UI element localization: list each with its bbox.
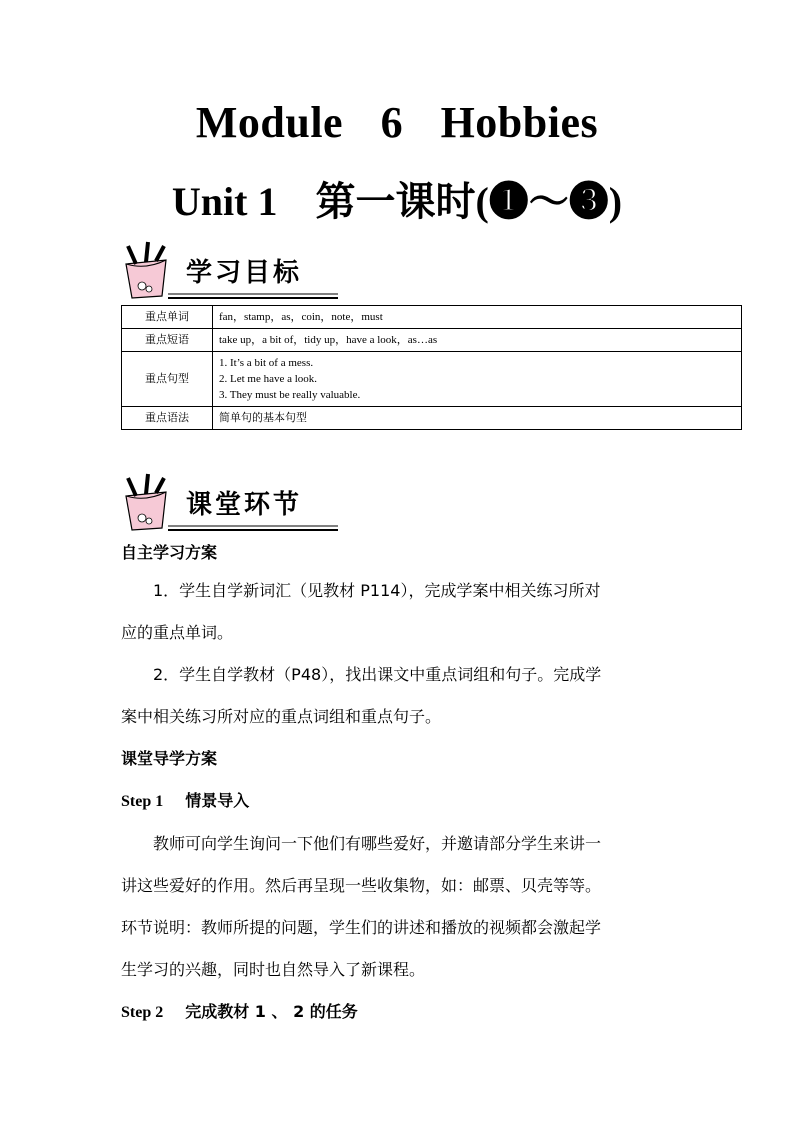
goal-key: 重点短语	[122, 329, 213, 352]
goals-section-label: 学习目标	[186, 258, 303, 288]
self-study-heading: 自主学习方案	[121, 543, 218, 562]
goal-key: 重点单词	[122, 306, 213, 329]
step-1-para-line-3: 环节说明：教师所提的问题，学生们的讲述和播放的视频都会激起学	[121, 918, 602, 937]
table-row	[122, 306, 742, 329]
item-1-line-2: 应的重点单词。	[121, 623, 234, 642]
goals-table	[121, 305, 742, 430]
guide-heading: 课堂导学方案	[121, 749, 218, 768]
step-1-number: Step 1	[121, 793, 164, 810]
step-1-para-line-2: 讲这些爱好的作用。然后再呈现一些收集物，如：邮票、贝壳等等。	[121, 876, 602, 895]
sentence-1: 1. It’s a bit of a mess.	[219, 357, 314, 369]
lesson-content	[121, 540, 681, 1034]
unit-label: Unit 1	[171, 179, 278, 224]
step-1-para-line-4: 生学习的兴趣，同时也自然导入了新课程。	[121, 960, 426, 979]
sentence-2: 2. Let me have a look.	[219, 373, 318, 385]
table-row	[122, 407, 742, 430]
goal-value: fan，stamp，as，coin，note，must	[213, 306, 742, 329]
item-1-line-1: 1．学生自学新词汇（见教材 P114），完成学案中相关练习所对	[153, 581, 601, 600]
goal-key: 重点句型	[122, 352, 213, 407]
unit-title	[0, 170, 794, 227]
goal-key: 重点语法	[122, 407, 213, 430]
classroom-section-badge	[118, 472, 343, 532]
step-2-number: Step 2	[121, 1004, 164, 1021]
table-row	[122, 329, 742, 352]
sentence-3: 3. They must be really valuable.	[219, 389, 361, 401]
item-2-line-2: 案中相关练习所对应的重点词组和重点句子。	[121, 707, 442, 726]
step-1-title: 情景导入	[185, 791, 250, 810]
item-2-line-1: 2．学生自学教材（P48），找出课文中重点词组和句子。完成学	[153, 665, 602, 684]
table-row	[122, 352, 742, 407]
step-2-heading	[121, 991, 681, 1034]
goals-section-badge	[118, 240, 343, 300]
lesson-label: 第一课时(❶～❸)	[315, 179, 623, 224]
step-2-title: 完成教材 1 、 2 的任务	[185, 1002, 358, 1021]
module-title: Module 6 Hobbies	[195, 98, 599, 147]
step-1-heading	[121, 780, 681, 823]
classroom-section-label: 课堂环节	[186, 490, 303, 520]
step-1-para-line-1: 教师可向学生询问一下他们有哪些爱好，并邀请部分学生来讲一	[153, 834, 602, 853]
goal-value	[213, 352, 742, 407]
goal-value: 简单句的基本句型	[213, 407, 742, 430]
goal-value: take up，a bit of，tidy up，have a look，as…as	[213, 329, 742, 352]
